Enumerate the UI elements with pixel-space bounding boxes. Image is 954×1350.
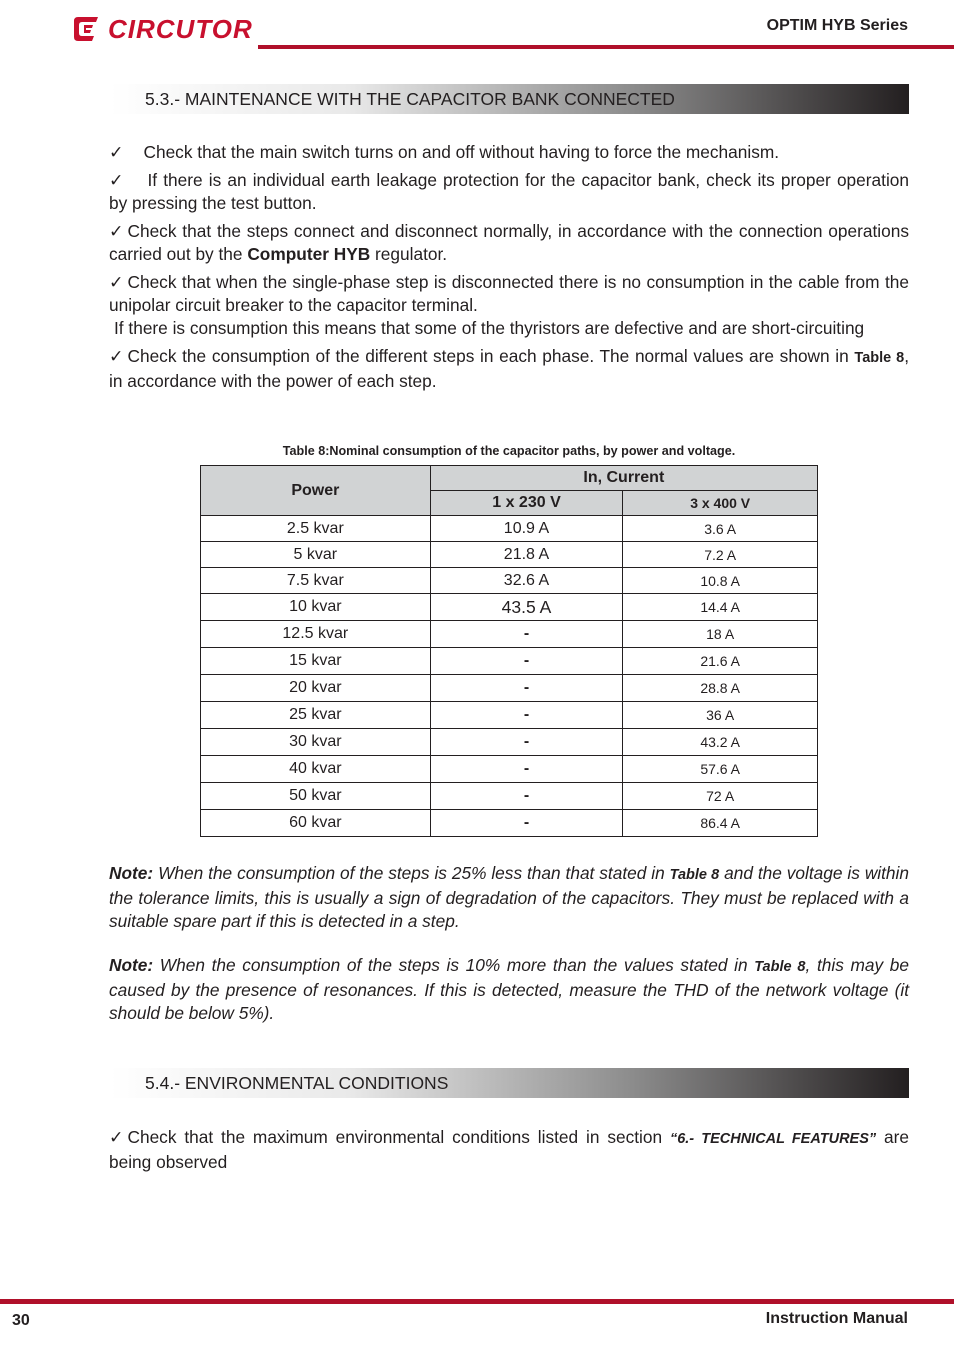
cell-power: 50 kvar	[201, 783, 431, 810]
regulator-name: Computer HYB	[247, 244, 371, 264]
footer-rule	[0, 1299, 954, 1304]
cell-current-230v: -	[430, 729, 623, 756]
series-title: OPTIM HYB Series	[766, 17, 908, 34]
cell-current-230v: 10.9 A	[430, 516, 623, 542]
cell-power: 60 kvar	[201, 810, 431, 837]
checklist-item: ✓ If there is an individual earth leakage protection for the capacitor bank, check its proper operation by pressing the test button.	[109, 170, 909, 213]
table-row	[201, 648, 818, 675]
header-400v: 3 x 400 V	[623, 491, 818, 516]
cell-power: 30 kvar	[201, 729, 431, 756]
table-row	[201, 729, 818, 756]
table-reference: Table 8	[669, 867, 720, 883]
checklist-item: ✓ Check that the main switch turns on and off without having to force the mechanism.	[109, 142, 780, 162]
table-row	[201, 621, 818, 648]
checkmark-icon: ✓	[109, 272, 124, 292]
section-reference: “6.- TECHNICAL FEATURES”	[669, 1131, 877, 1147]
note-label: Note:	[109, 863, 154, 883]
cell-current-230v: 21.8 A	[430, 542, 623, 568]
checkmark-icon: ✓	[109, 1127, 124, 1147]
table-header-row	[201, 466, 818, 491]
checklist-item: ✓ Check the consumption of the different steps in each phase. The normal values are shown in Table 8, in accordance with the power of each step.	[109, 346, 909, 391]
header-power: Power	[201, 466, 431, 516]
checkmark-icon: ✓	[109, 142, 124, 162]
cell-current-400v: 14.4 A	[623, 594, 818, 621]
cell-power: 10 kvar	[201, 594, 431, 621]
cell-current-400v: 28.8 A	[623, 675, 818, 702]
note-label: Note:	[109, 955, 154, 975]
cell-current-230v: -	[430, 756, 623, 783]
table-row	[201, 516, 818, 542]
cell-current-400v: 36 A	[623, 702, 818, 729]
consumption-table	[200, 465, 818, 837]
manual-title: Instruction Manual	[765, 1310, 908, 1327]
table-row	[201, 594, 818, 621]
cell-power: 40 kvar	[201, 756, 431, 783]
checklist-continuation: If there is consumption this means that some of the thyristors are defective and are short-circuiting	[114, 318, 865, 338]
table-reference: Table 8	[754, 959, 806, 975]
section-heading-5-4: 5.4.- ENVIRONMENTAL CONDITIONS	[110, 1068, 909, 1098]
cell-current-230v: -	[430, 621, 623, 648]
cell-current-230v: -	[430, 783, 623, 810]
table-reference: Table 8	[854, 350, 905, 366]
table-body	[201, 516, 818, 837]
cell-current-230v: 43.5 A	[430, 594, 623, 621]
cell-power: 20 kvar	[201, 675, 431, 702]
header-rule	[258, 45, 954, 49]
brand-name: CIRCUTOR	[108, 13, 253, 44]
cell-current-230v: -	[430, 675, 623, 702]
header-230v: 1 x 230 V	[430, 491, 623, 516]
checkmark-icon: ✓	[109, 221, 124, 241]
cell-current-230v: -	[430, 810, 623, 837]
cell-power: 2.5 kvar	[201, 516, 431, 542]
table-row	[201, 675, 818, 702]
cell-power: 25 kvar	[201, 702, 431, 729]
table-caption: Table 8:Nominal consumption of the capacitor paths, by power and voltage.	[282, 444, 736, 458]
table-row	[201, 702, 818, 729]
checkmark-icon: ✓	[109, 170, 124, 190]
table-row	[201, 756, 818, 783]
cell-current-230v: 32.6 A	[430, 568, 623, 594]
cell-current-230v: -	[430, 702, 623, 729]
cell-current-400v: 10.8 A	[623, 568, 818, 594]
cell-current-400v: 21.6 A	[623, 648, 818, 675]
cell-current-400v: 86.4 A	[623, 810, 818, 837]
header-current: In, Current	[430, 466, 817, 491]
circutor-logo-icon	[72, 14, 102, 44]
brand-logo	[72, 12, 253, 46]
note-1: Note: When the consumption of the steps is 25% less than that stated in Table 8 and the voltage is within the tolerance limits, this is usually a sign of degradation of the capacitors. They must be replaced with a suitable spare part if this is detected in a step.	[109, 863, 909, 931]
section-heading-5-3: 5.3.- MAINTENANCE WITH THE CAPACITOR BANK CONNECTED	[110, 84, 909, 114]
cell-power: 7.5 kvar	[201, 568, 431, 594]
cell-current-400v: 18 A	[623, 621, 818, 648]
note-2: Note: When the consumption of the steps is 10% more than the values stated in Table 8, this may be caused by the presence of resonances. If this is detected, measure the THD of the network voltage (it should be below 5%).	[109, 955, 909, 1023]
section-5-3-body	[109, 141, 909, 393]
cell-current-230v: -	[430, 648, 623, 675]
cell-current-400v: 57.6 A	[623, 756, 818, 783]
checklist-item: ✓ Check that the steps connect and disconnect normally, in accordance with the connection operations carried out by the Computer HYB regulator.	[109, 221, 909, 264]
checkmark-icon: ✓	[109, 346, 124, 366]
table-row	[201, 783, 818, 810]
cell-current-400v: 72 A	[623, 783, 818, 810]
cell-current-400v: 43.2 A	[623, 729, 818, 756]
page-number: 30	[12, 1312, 30, 1329]
table-row	[201, 810, 818, 837]
checklist-item: ✓ Check that when the single-phase step is disconnected there is no consumption in the cable from the unipolar circuit breaker to the capacitor terminal.	[109, 272, 909, 315]
cell-current-400v: 7.2 A	[623, 542, 818, 568]
cell-power: 5 kvar	[201, 542, 431, 568]
table-row	[201, 542, 818, 568]
checklist-item: ✓ Check that the maximum environmental conditions listed in section “6.- TECHNICAL FEATURES” are being observed	[109, 1127, 910, 1172]
cell-current-400v: 3.6 A	[623, 516, 818, 542]
cell-power: 12.5 kvar	[201, 621, 431, 648]
cell-power: 15 kvar	[201, 648, 431, 675]
table-row	[201, 568, 818, 594]
section-5-4-body	[109, 1126, 909, 1174]
